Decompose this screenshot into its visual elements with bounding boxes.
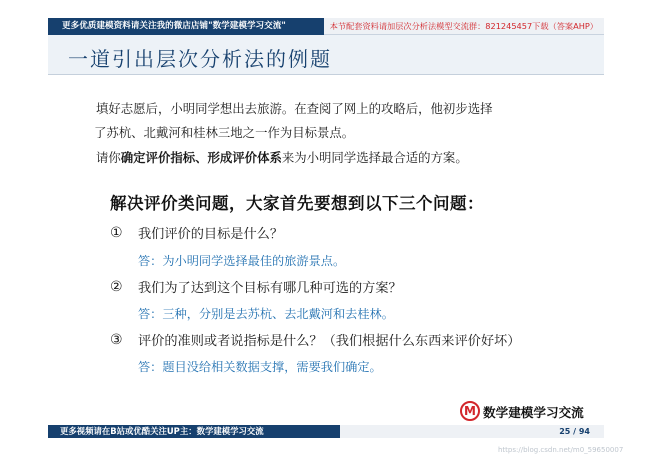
paragraph-3-sep: 、 (195, 150, 208, 165)
question-3-text: 评价的准则或者说指标是什么？（我们根据什么东西来评价好坏） (138, 334, 521, 349)
header-bar (48, 18, 604, 35)
question-2-number: ② (110, 278, 123, 295)
paragraph-2: 了苏杭、北戴河和桂林三地之一作为目标景点。 (94, 125, 355, 140)
question-2-text: 我们为了达到这个目标有哪几种可选的方案？ (138, 281, 402, 296)
logo-text: 数学建模学习交流 (483, 404, 584, 420)
slide-title: 一道引出层次分析法的例题 (68, 47, 332, 71)
brand-logo (460, 401, 584, 421)
question-1-number: ① (110, 224, 123, 241)
question-3-number: ③ (110, 331, 123, 348)
header-right-text: 本节配套资料请加层次分析法模型交流群：821245457下载（答案AHP） (324, 18, 604, 35)
title-band (48, 35, 604, 75)
paragraph-3-suffix: 来为小明同学选择最合适的方案。 (281, 150, 468, 165)
paragraph-3-prefix: 请你 (96, 150, 121, 165)
paragraph-3 (96, 146, 566, 170)
footer-left-text: 更多视频请在B站或优酷关注UP主：数学建模学习交流 (48, 425, 340, 438)
footer-bar (48, 425, 604, 438)
question-1 (110, 223, 283, 242)
paragraph-3-bold-2: 形成评价体系 (207, 150, 282, 165)
watermark: https://blog.csdn.net/m0_59650007 (498, 446, 624, 454)
question-3 (110, 330, 520, 349)
paragraph-3-bold-1: 确定评价指标 (120, 150, 196, 165)
page-number: 25 / 94 (340, 425, 604, 438)
logo-badge-icon: M (460, 401, 480, 421)
paragraph-1: 填好志愿后，小明同学想出去旅游。在查阅了网上的攻略后，他初步选择 (96, 101, 493, 116)
answer-1: 答：为小明同学选择最佳的旅游景点。 (138, 254, 346, 268)
header-left-text: 更多优质建模资料请关注我的微店店铺"数学建模学习交流" (48, 18, 324, 35)
section-heading: 解决评价类问题，大家首先要想到以下三个问题： (110, 194, 484, 213)
answer-2: 答：三种，分别是去苏杭、去北戴河和去桂林。 (138, 307, 394, 321)
question-1-text: 我们评价的目标是什么？ (138, 227, 284, 242)
question-2 (110, 277, 402, 296)
answer-3: 答：题目没给相关数据支撑，需要我们确定。 (138, 360, 382, 374)
